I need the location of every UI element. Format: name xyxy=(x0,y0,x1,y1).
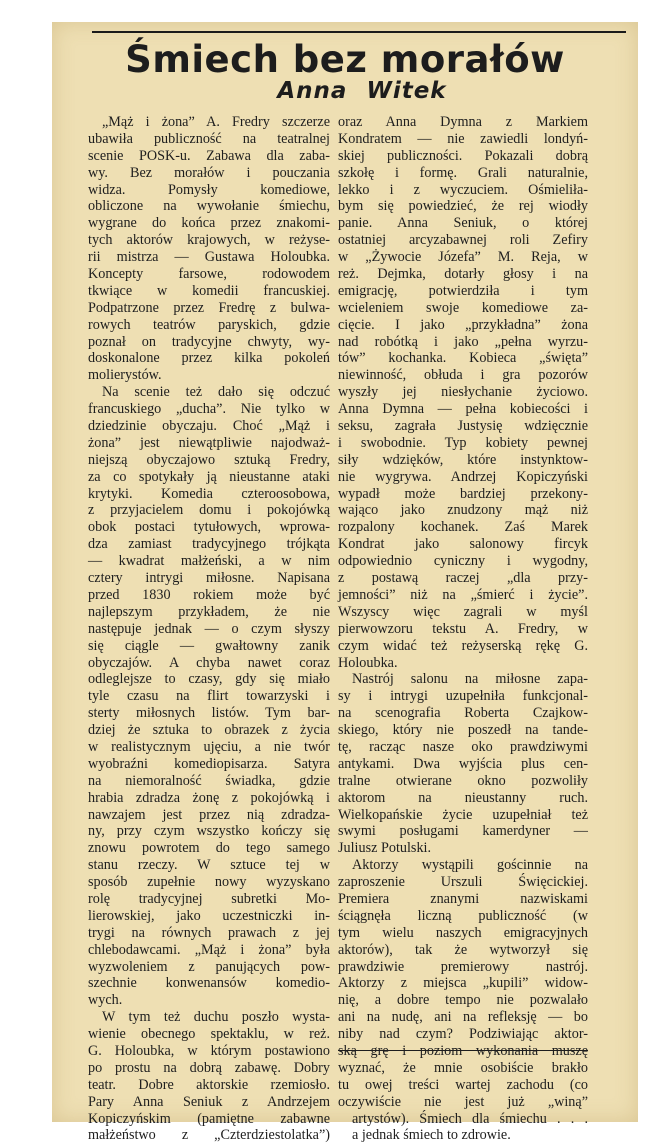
text-line: niewinność, obłuda i gra pozorów xyxy=(338,367,588,384)
text-line: emigrację, potwierdziła i tym xyxy=(338,282,588,299)
text-line: rolę tradycyjnej subretki Mo- xyxy=(88,890,330,907)
text-line: na scenografia Roberta Czajkow- xyxy=(338,705,588,722)
text-line: lekko i z wyczuciem. Ośmieliła- xyxy=(338,181,588,198)
text-line: obliczone na wywołanie śmiechu, xyxy=(88,198,330,215)
text-line: Aktorzy z miejsca „kupili” widow- xyxy=(338,975,588,992)
text-line: dziedzinie obyczaju. Choć „Mąż i xyxy=(88,418,330,435)
text-line: wypadł może bardziej przekony- xyxy=(338,485,588,502)
text-line: oraz Anna Dymna z Markiem xyxy=(338,114,588,130)
text-line: Na scenie też dało się odczuć xyxy=(102,384,330,401)
text-line: Holoubka. xyxy=(338,654,398,671)
text-line: pierwowzoru tekstu A. Fredry, w xyxy=(338,620,588,637)
text-line: za co spotykały ją nieustanne ataki xyxy=(88,468,330,485)
text-line: nię, a dobre tempo nie pozwalało xyxy=(338,992,588,1009)
text-line: Koncepty farsowe, rodowodem xyxy=(88,266,330,283)
text-line: przed 1830 rokiem może być xyxy=(88,586,330,603)
text-line: szechnie konwenansów komedio- xyxy=(88,975,330,992)
text-line: panie. Anna Seniuk, o której xyxy=(338,215,588,232)
text-line: scenie POSK-u. Zabawa dla zaba- xyxy=(88,147,330,164)
text-line: stanu rzeczy. W sztuce tej w xyxy=(88,857,330,874)
text-line: lierowskiej, jako uczestniczki in- xyxy=(88,907,330,924)
text-line: wcieleniem swoje komediowe za- xyxy=(338,299,588,316)
text-line: szkołę i formę. Grali naturalnie, xyxy=(338,164,588,181)
text-line: wyznać, że mnie osobiście brakło xyxy=(338,1059,588,1076)
top-rule xyxy=(92,31,626,33)
text-line: sy i intrygi uzupełniła funkcjonal- xyxy=(338,688,588,705)
text-line: tów” kochanka. Kobieca „święta” xyxy=(338,350,588,367)
text-line: ostatniej arcyzabawnej roli Zefiry xyxy=(338,232,588,249)
text-line: — kwadrat małżeński, a w nim xyxy=(88,553,330,570)
text-line: cztery intrygi miłosne. Napisana xyxy=(88,570,330,587)
text-line: wyzwoleniem z panujących pow- xyxy=(88,958,330,975)
text-line: odleglejsze to czasy, gdy się miało xyxy=(88,671,330,688)
text-line: oczywiście nie jest już „winą” xyxy=(338,1093,588,1110)
text-line: „Mąż i żona” A. Fredry szczerze xyxy=(102,114,330,130)
text-line: francuskiego „ducha”. Nie tylko w xyxy=(88,401,330,418)
text-line: tkwiące w komedii francuskiej. xyxy=(88,282,330,299)
text-line: dza zamiast tradycyjnego trójkąta xyxy=(88,536,330,553)
text-line: a jednak śmiech to zdrowie. xyxy=(352,1127,511,1144)
text-line: poznał on tradycyjne chwyty, wy- xyxy=(88,333,330,350)
text-line: seksu, zagrała Justysię wdzięcznie xyxy=(338,418,588,435)
article-column-right xyxy=(338,114,588,1144)
text-line: Juliusz Potulski. xyxy=(338,840,432,857)
text-line: się ciągle — gwałtowny zanik xyxy=(88,637,330,654)
text-line: czym widać też reżyserską rękę G. xyxy=(338,637,588,654)
text-line: artystów). Śmiech dla śmiechu . . . xyxy=(352,1110,588,1127)
text-line: Aktorzy wystąpili gościnnie na xyxy=(352,857,588,874)
text-line: Anna Dymna — pełna kobiecości i xyxy=(338,401,588,418)
text-line: G. Holoubka, w którym postawiono xyxy=(88,1042,330,1059)
text-line: dziej że sztuka to obrazek z życia xyxy=(88,722,330,739)
text-line: Kopiczyńskim (pamiętne zabawne xyxy=(88,1110,330,1127)
text-line: siły wdzięków, które instynktow- xyxy=(338,451,588,468)
text-line: jemności” niż na „śmierć i życie”. xyxy=(338,586,588,603)
text-line: ską grę i poziom wykonania muszę xyxy=(338,1042,588,1059)
text-line: w „Żywocie Józefa” M. Reja, w xyxy=(338,249,588,266)
text-line: krytyki. Komedia czteroosobowa, xyxy=(88,485,330,502)
text-line: antykami. Dwa wyjścia plus cen- xyxy=(338,755,588,772)
text-line: wygrane do końca przez znakomi- xyxy=(88,215,330,232)
text-line: chlebodawcami. „Mąż i żona” była xyxy=(88,941,330,958)
text-line: widza. Pomysły komediowe, xyxy=(88,181,330,198)
text-line: odpowiednio cyniczny i wygodny, xyxy=(338,553,588,570)
text-line: w realistycznym ujęciu, a nie twór xyxy=(88,738,330,755)
text-line: aktorom na nieustanny ruch. xyxy=(338,789,588,806)
text-line: po prostu na dobrą zabawę. Dobry xyxy=(88,1059,330,1076)
article-column-left xyxy=(88,114,330,1144)
text-line: teatr. Dobre aktorskie rzemiosło. xyxy=(88,1076,330,1093)
text-line: ubawiła publiczność na teatralnej xyxy=(88,130,330,147)
text-line: rozpalony kochanek. Zaś Marek xyxy=(338,519,588,536)
text-line: znowu powrotem do tego samego xyxy=(88,840,330,857)
text-line: skiego, który nie poszedł na tande- xyxy=(338,722,588,739)
text-line: wyobraźni komediopisarza. Satyra xyxy=(88,755,330,772)
text-line: rowych teatrów paryskich, gdzie xyxy=(88,316,330,333)
text-line: następuje jednak — o czym słyszy xyxy=(88,620,330,637)
text-line: Nastrój salonu na miłosne zapa- xyxy=(352,671,588,688)
text-line: prawdziwie premierowy nastrój. xyxy=(338,958,588,975)
text-line: cięcie. I jako „przykładna” żona xyxy=(338,316,588,333)
text-line: żona” jest niewątpliwie najodważ- xyxy=(88,434,330,451)
text-line: hrabia zdradza żonę z pokojówką i xyxy=(88,789,330,806)
text-line: wy. Bez morałów i pouczania xyxy=(88,164,330,181)
text-line: doskonalone przez kilka pokoleń xyxy=(88,350,330,367)
text-line: wyszły jej niesłychanie życiowo. xyxy=(338,384,588,401)
text-line: tu owej treści wartej zachodu (co xyxy=(338,1076,588,1093)
text-line: Wielkopańskie życie uzupełniał też xyxy=(338,806,588,823)
text-line: reż. Dejmka, dotarły głosy i na xyxy=(338,266,588,283)
text-line: wająco jako znudzony mąż niż xyxy=(338,502,588,519)
text-line: i swobodnie. Typ kobiety pewnej xyxy=(338,434,588,451)
text-line: rii mistrza — Gustawa Holoubka. xyxy=(88,249,330,266)
text-line: z postawą raczej „dla przy- xyxy=(338,570,588,587)
text-line: tym wielu naszych emigracyjnych xyxy=(338,924,588,941)
text-line: sposób zupełnie nowy wyzyskano xyxy=(88,874,330,891)
text-line: bym się powiedzieć, że rej wiodły xyxy=(338,198,588,215)
text-line: obyczajów. A chyba nawet coraz xyxy=(88,654,330,671)
text-line: sterty miłosnych listów. Tym bar- xyxy=(88,705,330,722)
text-line: wienie obecnego spektaklu, w reż. xyxy=(88,1026,330,1043)
text-line: najlepszym przykładem, że nie xyxy=(88,603,330,620)
text-line: Pary Anna Seniuk z Andrzejem xyxy=(88,1093,330,1110)
text-line: wych. xyxy=(88,992,123,1009)
text-line: niejszą obyczajowo sztuką Fredry, xyxy=(88,451,330,468)
text-line: Wszyscy więc zagrali w myśl xyxy=(338,603,588,620)
article-author: Anna Witek xyxy=(277,78,447,104)
text-line: nawzajem jest przez nią zdradza- xyxy=(88,806,330,823)
newspaper-clipping xyxy=(52,22,638,1144)
text-line: skiej publiczności. Pokazali dobrą xyxy=(338,147,588,164)
text-line: Kondratem — nie zawiedli londyń- xyxy=(338,130,588,147)
text-line: molierystów. xyxy=(88,367,162,384)
text-line: tralne otwierane okno pozwoliły xyxy=(338,772,588,789)
text-line: trygi na równych prawach z jej xyxy=(88,924,330,941)
text-line: niby nad czym? Podziwiając aktor- xyxy=(338,1026,588,1043)
text-line: obok postaci tytułowych, wprowa- xyxy=(88,519,330,536)
text-line: nie wygrywa. Andrzej Kopiczyński xyxy=(338,468,588,485)
text-line: ny, przy czym wszystko kończy się xyxy=(88,823,330,840)
text-line: tych aktorów krajowych, w reżyse- xyxy=(88,232,330,249)
article-title: Śmiech bez morałów xyxy=(125,38,565,81)
text-line: W tym też duchu poszło wysta- xyxy=(102,1009,330,1026)
text-line: zaproszenie Urszuli Święcickiej. xyxy=(338,874,588,891)
text-line: Premiera znanymi nazwiskami xyxy=(338,890,588,907)
text-line: tyle czasu na flirt towarzyski i xyxy=(88,688,330,705)
text-line: swymi posługami kamerdyner — xyxy=(338,823,588,840)
text-line: ani na nudę, ani na refleksję — bo xyxy=(338,1009,588,1026)
text-line: z przyjacielem domu i pokojówką xyxy=(88,502,330,519)
text-line: Kondrat jako salonowy fircyk xyxy=(338,536,588,553)
text-line: ściągnęła liczną publiczność (w xyxy=(338,907,588,924)
text-line: małżeństwo z „Czterdziestolatka”) xyxy=(88,1127,330,1144)
text-line: tę, racząc nasze oko prawdziwymi xyxy=(338,738,588,755)
text-line: aktorów), tak że wytworzył się xyxy=(338,941,588,958)
text-line: Podpatrzone przez Fredrę z bulwa- xyxy=(88,299,330,316)
text-line: nad robótką i jako „pełna wyrzu- xyxy=(338,333,588,350)
text-line: na niemoralność świadka, gdzie xyxy=(88,772,330,789)
